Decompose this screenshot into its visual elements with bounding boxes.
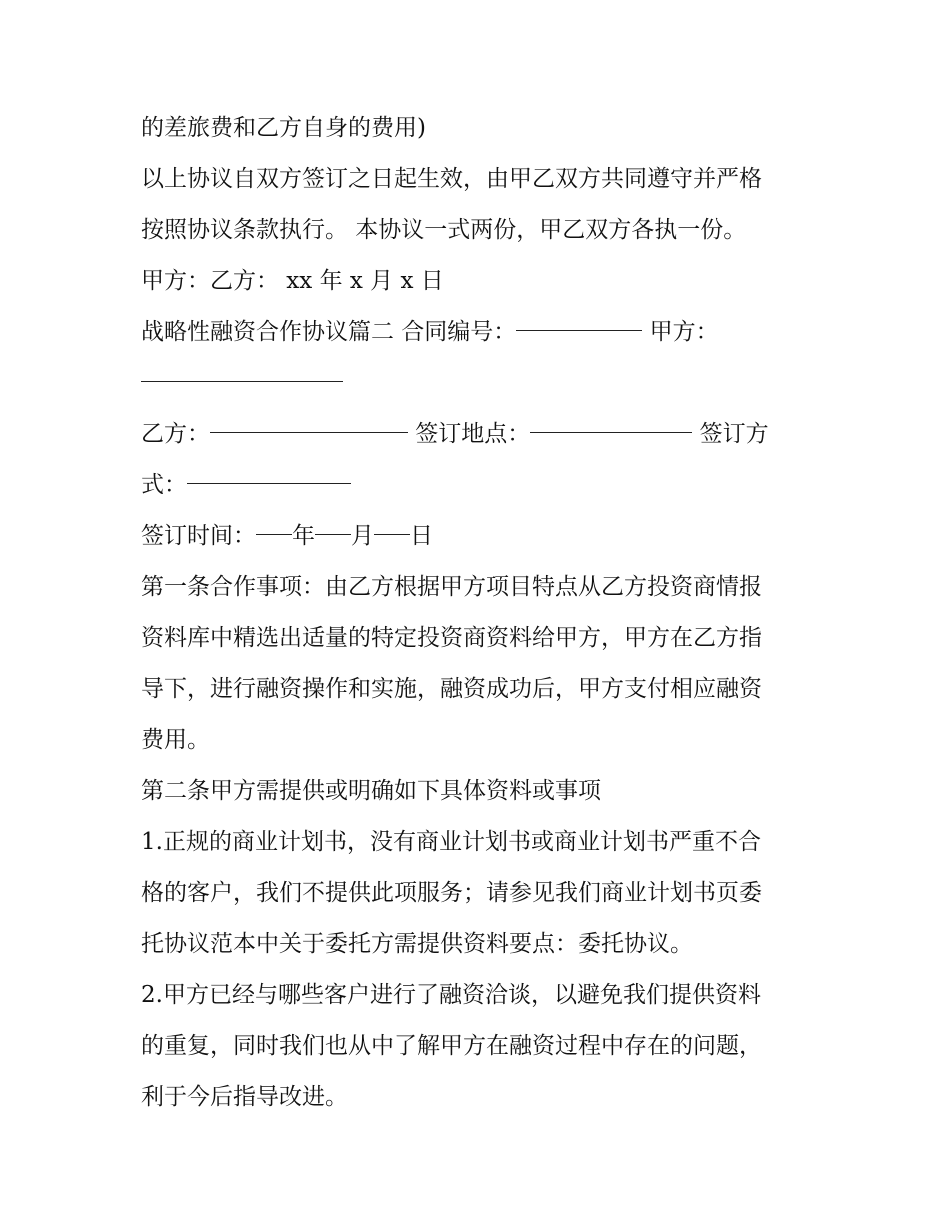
signature-date-line: 甲方：乙方： xx 年 x 月 x 日: [141, 268, 444, 294]
sign-method-line: [141, 460, 817, 511]
contract-title-prefix: 战略性融资合作协议篇二 合同编号：: [141, 319, 517, 345]
month-blank: [315, 504, 351, 535]
item1-line: 格的客户，我们不提供此项服务；请参见我们商业计划书页委: [141, 880, 762, 906]
party-a-blank: [141, 351, 343, 382]
party-b-label: 乙方：: [141, 421, 210, 447]
item2-line: 2.甲方已经与哪些客户进行了融资洽谈，以避免我们提供资料: [141, 982, 761, 1008]
sign-place-blank: [530, 402, 692, 433]
party-b-blank: [210, 402, 408, 433]
year-label: 年: [292, 523, 315, 549]
article1-line: 费用。: [141, 727, 210, 753]
sign-time-line: [141, 511, 817, 562]
sign-time-label: 签订时间：: [141, 523, 256, 549]
sign-method-blank: [187, 453, 351, 484]
item2-line: 利于今后指导改进。: [141, 1084, 348, 1110]
month-label: 月: [351, 523, 374, 549]
sign-place-label: 签订地点：: [408, 421, 531, 447]
day-label: 日: [410, 523, 433, 549]
day-blank: [374, 504, 410, 535]
text-line: 的差旅费和乙方自身的费用): [141, 115, 426, 141]
article1-line: 导下，进行融资操作和实施，融资成功后，甲方支付相应融资: [141, 676, 762, 702]
year-blank: [256, 504, 292, 535]
item1-line: 托协议范本中关于委托方需提供资料要点：委托协议。: [141, 931, 693, 957]
text-line: 按照协议条款执行。 本协议一式两份，甲乙双方各执一份。: [141, 217, 747, 243]
item2-line: 的重复，同时我们也从中了解甲方在融资过程中存在的问题，: [141, 1033, 762, 1059]
contract-number-blank: [516, 300, 642, 331]
article1-line: 第一条合作事项：由乙方根据甲方项目特点从乙方投资商情报: [141, 574, 762, 600]
item1-line: 1.正规的商业计划书，没有商业计划书或商业计划书严重不合: [141, 829, 761, 855]
article2-title: 第二条甲方需提供或明确如下具体资料或事项: [141, 778, 601, 804]
party-a-label: 甲方：: [642, 319, 719, 345]
sign-method-label-end: 式：: [141, 472, 187, 498]
text-line: 以上协议自双方签订之日起生效，由甲乙双方共同遵守并严格: [141, 166, 762, 192]
article1-line: 资料库中精选出适量的特定投资商资料给甲方，甲方在乙方指: [141, 625, 762, 651]
document-body: [141, 103, 817, 1123]
sign-method-label-start: 签订方: [692, 421, 769, 447]
